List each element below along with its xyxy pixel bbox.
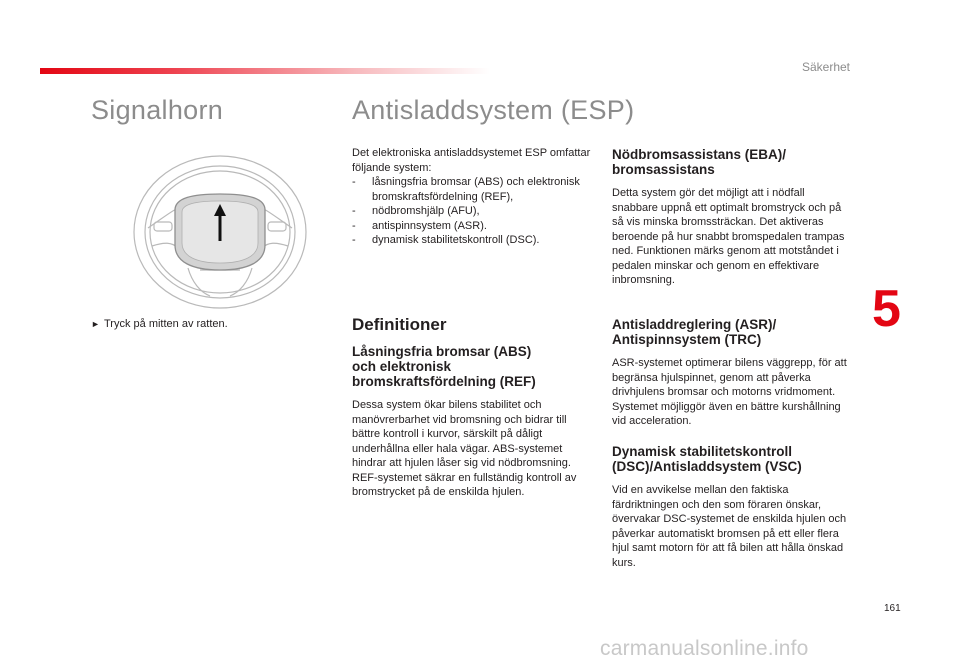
abs-text: Dessa system ökar bilens stabilitet och manövrerbarhet vid bromsning och bidrar till bättre kontroll i kurvor, särskilt på dåligt underhållna eller hala vägar. ABS-systemet hindrar att hjulen låser sig vid nödbromsning. REF-systemet säkrar en fullständig kontroll av bromstrycket på de enskilda hjulen. [352, 399, 577, 498]
dsc-text: Vid en avvikelse mellan den faktiska färdriktningen och den som föraren önskar, övervakar DSC-systemet de enskilda hjulen och påverkar automatiskt bromsen på ett eller flera hjul samt motorn för att få bilen att hålla önskad kurs. [612, 484, 847, 569]
abs-title: Låsningsfria bromsar (ABS) och elektronisk bromskraftsfördelning (REF) [352, 344, 536, 389]
chapter-number: 5 [872, 280, 901, 338]
list-item: - låsningsfria bromsar (ABS) och elektronisk bromskraftsfördelning (REF), [352, 176, 580, 203]
list-item: - antispinnsystem (ASR). [352, 219, 487, 232]
asr-block [612, 317, 852, 429]
eba-block [612, 147, 852, 288]
asr-title: Antisladdreglering (ASR)/ Antispinnsystem (TRC) [612, 317, 777, 347]
signalhorn-title: Signalhorn [91, 95, 224, 125]
triangle-bullet-icon: ► [91, 319, 100, 329]
dsc-block [612, 444, 852, 570]
definitions-block [352, 315, 592, 500]
esp-title: Antisladdsystem (ESP) [352, 95, 635, 125]
list-item: - dynamisk stabilitetskontroll (DSC). [352, 234, 540, 246]
section-title: Säkerhet [801, 60, 850, 74]
esp-intro-text: Det elektroniska antisladdsystemet ESP omfattar följande system: [352, 147, 591, 174]
dsc-title: Dynamisk stabilitetskontroll (DSC)/Antisladdsystem (VSC) [612, 444, 802, 474]
header-accent-bar [40, 68, 490, 74]
steering-wheel-illustration [130, 150, 310, 310]
esp-system-list [352, 175, 592, 248]
instruction-text: Tryck på mitten av ratten. [104, 318, 228, 330]
eba-text: Detta system gör det möjligt att i nödfall snabbare uppnå ett optimalt bromstryck och på så vis minska bromssträckan. Det aktiveras beroende på hur snabbt bromspedalen trampas ned. Funktionen märks genom att motståndet i pedalen minskar och genom en effektivare inbromsning. [612, 187, 845, 286]
esp-intro-block [352, 146, 592, 248]
watermark: carmanualsonline.info [600, 637, 809, 660]
list-item: - nödbromshjälp (AFU), [352, 205, 480, 217]
definitions-title: Definitioner [352, 315, 447, 334]
page-number: 161 [884, 603, 901, 614]
instruction-bullet [91, 318, 228, 330]
asr-text: ASR-systemet optimerar bilens väggrepp, för att begränsa hjulspinnet, genom att påverka drivhjulens bromsar och motorns vridmoment. Systemet möjliggör även en bättre kurshållning vid acceleration. [612, 357, 847, 427]
eba-title: Nödbromsassistans (EBA)/ bromsassistans [612, 147, 787, 177]
